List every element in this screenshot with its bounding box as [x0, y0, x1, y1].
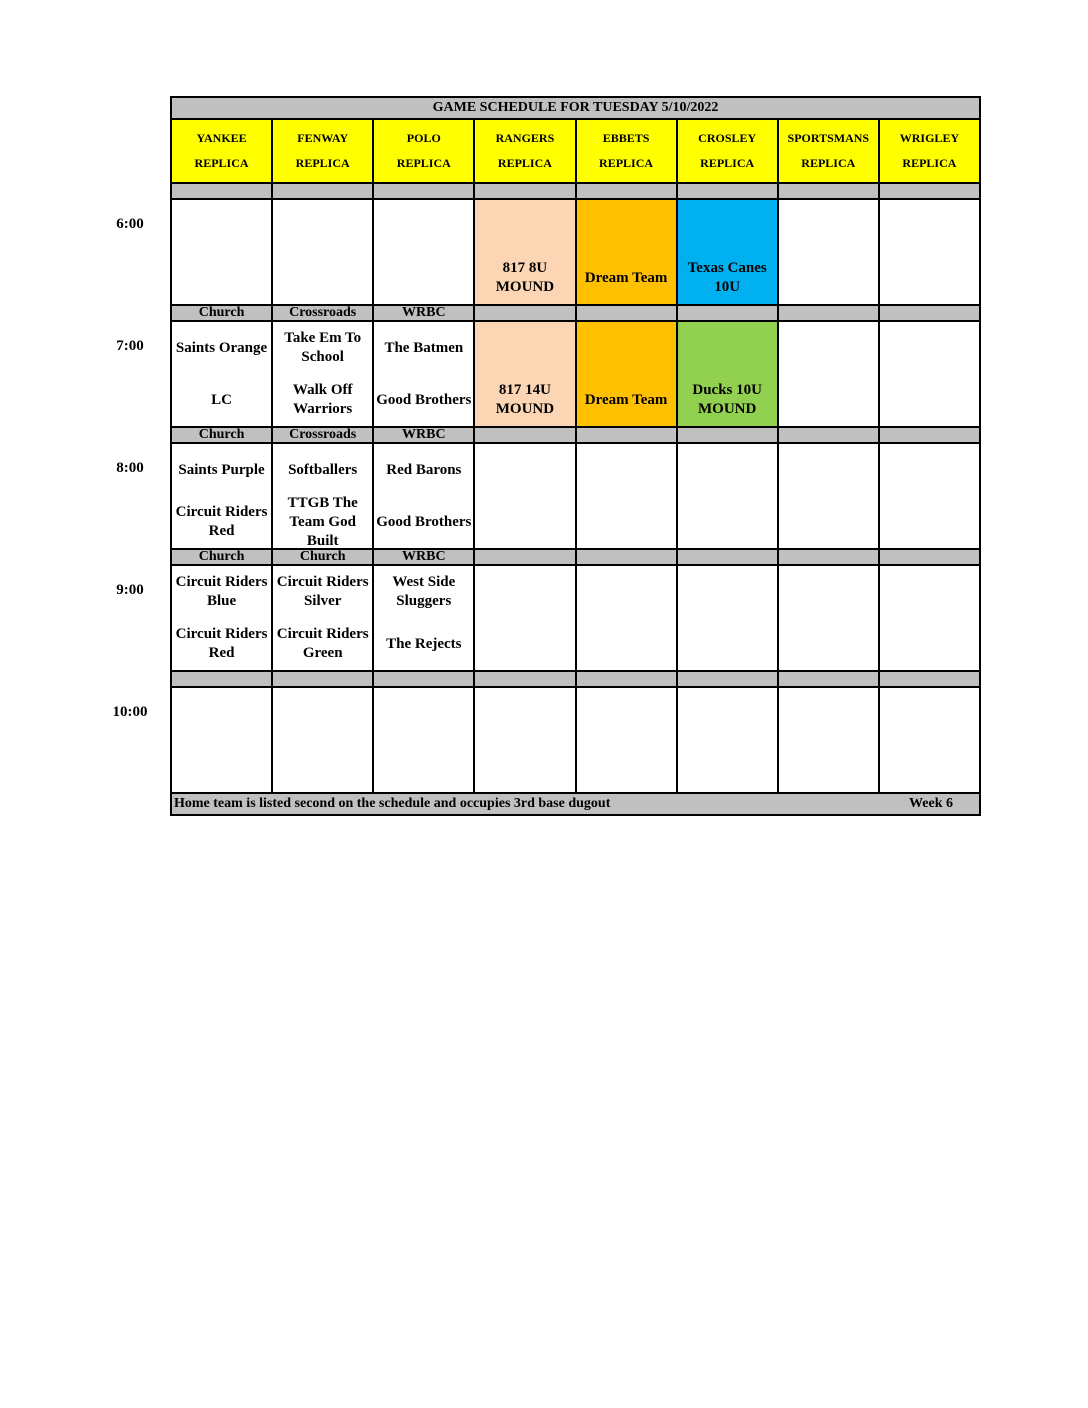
visitor-team: West Side Sluggers: [392, 574, 456, 609]
visitor-team: [374, 200, 473, 252]
visitor-team: [880, 566, 979, 618]
game-cell: [678, 688, 779, 792]
field-name: RANGERS: [495, 131, 555, 145]
affiliation-label: [577, 672, 678, 686]
field-name: FENWAY: [297, 131, 349, 145]
visitor-team: Circuit Riders Blue: [175, 574, 268, 609]
visitor-team: Red Barons: [386, 461, 462, 478]
home-team: Ducks 10U MOUND: [692, 382, 762, 417]
affiliation-label: [374, 672, 475, 686]
home-team: [880, 252, 979, 304]
game-cell: [880, 200, 979, 304]
visitor-team: The Batmen: [384, 339, 464, 356]
visitor-team: [577, 566, 676, 618]
affiliation-label: [172, 672, 273, 686]
visitor-team: Circuit Riders Silver: [276, 574, 369, 609]
affiliation-label: [678, 428, 779, 442]
separator-cell: [475, 184, 576, 198]
game-cell: [273, 566, 374, 670]
affiliation-label: [577, 550, 678, 564]
game-cell: [374, 200, 475, 304]
game-cell: [779, 444, 880, 548]
field-header-sportsmans: [779, 120, 880, 182]
home-team: 817 14U MOUND: [495, 382, 555, 417]
game-cell: [475, 200, 576, 304]
visitor-team: [678, 688, 777, 740]
field-header-fenway: [273, 120, 374, 182]
game-cell: [172, 688, 273, 792]
visitor-team: [880, 444, 979, 496]
visitor-team: [678, 444, 777, 496]
home-team: [779, 252, 878, 304]
home-team: [678, 618, 777, 670]
visitor-team: [880, 322, 979, 374]
affiliation-label: WRBC: [374, 306, 475, 320]
field-type: REPLICA: [295, 156, 350, 170]
game-cell: [172, 566, 273, 670]
game-cell: [172, 200, 273, 304]
field-name: CROSLEY: [698, 131, 757, 145]
visitor-team: Take Em To School: [284, 330, 362, 365]
field-name: EBBETS: [602, 131, 650, 145]
game-cell: [577, 200, 678, 304]
affiliation-label: Church: [172, 306, 273, 320]
field-name: POLO: [406, 131, 441, 145]
visitor-team: [577, 688, 676, 740]
home-team: Good Brothers: [376, 391, 472, 408]
field-header-yankee: [172, 120, 273, 182]
affiliation-label: [779, 550, 880, 564]
game-cell: [678, 322, 779, 426]
game-cell: [880, 566, 979, 670]
home-team: Dream Team: [584, 269, 668, 286]
game-cell: [880, 444, 979, 548]
game-cell: [475, 688, 576, 792]
affiliation-label: [880, 550, 979, 564]
field-type: REPLICA: [194, 156, 249, 170]
home-team: [678, 740, 777, 792]
game-cell: [172, 322, 273, 426]
schedule-title: GAME SCHEDULE FOR TUESDAY 5/10/2022: [172, 98, 979, 120]
header-separator-row: [172, 184, 979, 200]
time-label: 10:00: [112, 704, 148, 720]
home-team: [475, 618, 574, 670]
home-team: LC: [211, 391, 232, 408]
visitor-team: [172, 688, 271, 740]
time-slot-row: [172, 200, 979, 306]
game-cell: [273, 688, 374, 792]
home-team: [678, 496, 777, 548]
affiliation-label: [577, 428, 678, 442]
affiliation-label: [273, 672, 374, 686]
affiliation-label: Church: [172, 550, 273, 564]
affiliation-label: [475, 306, 576, 320]
field-type: REPLICA: [700, 156, 755, 170]
home-team: [779, 740, 878, 792]
game-cell: [374, 688, 475, 792]
visitor-team: [779, 566, 878, 618]
affiliation-label: [678, 672, 779, 686]
visitor-team: [475, 322, 574, 374]
game-cell: [779, 322, 880, 426]
affiliation-label: [779, 672, 880, 686]
home-team: Texas Canes 10U: [687, 260, 767, 295]
affiliation-label: [475, 428, 576, 442]
affiliation-label: [779, 306, 880, 320]
affiliation-label: [475, 550, 576, 564]
visitor-team: [880, 688, 979, 740]
visitor-team: [779, 688, 878, 740]
game-cell: [678, 200, 779, 304]
field-header-polo: [374, 120, 475, 182]
affiliation-label: [779, 428, 880, 442]
field-type: REPLICA: [902, 156, 957, 170]
field-name: WRIGLEY: [899, 131, 960, 145]
home-team: [475, 740, 574, 792]
church-affiliation-row: [172, 672, 979, 688]
time-slot-row: [172, 566, 979, 672]
home-team: [779, 374, 878, 426]
field-name: YANKEE: [196, 131, 247, 145]
home-team: Circuit Riders Red: [175, 626, 268, 661]
game-cell: [374, 322, 475, 426]
home-team: [779, 496, 878, 548]
home-team: Dream Team: [584, 391, 668, 408]
schedule-footer: [172, 794, 979, 814]
home-team: Circuit Riders Red: [175, 504, 268, 539]
game-cell: [475, 444, 576, 548]
visitor-team: [273, 200, 372, 252]
field-type: REPLICA: [497, 156, 552, 170]
separator-cell: [577, 184, 678, 198]
home-team: [577, 740, 676, 792]
time-label: 6:00: [116, 216, 144, 232]
church-affiliation-row: [172, 428, 979, 444]
game-cell: [577, 322, 678, 426]
game-cell: [273, 200, 374, 304]
affiliation-label: [880, 428, 979, 442]
game-cell: [273, 322, 374, 426]
time-slots: [172, 200, 979, 794]
home-team: [475, 496, 574, 548]
home-team: 817 8U MOUND: [495, 260, 555, 295]
home-team: [273, 740, 372, 792]
time-slot-row: [172, 322, 979, 428]
home-team: [779, 618, 878, 670]
affiliation-label: Crossroads: [273, 306, 374, 320]
field-header-ebbets: [577, 120, 678, 182]
field-header-row: [172, 120, 979, 184]
game-cell: [880, 322, 979, 426]
church-affiliation-row: [172, 550, 979, 566]
visitor-team: [577, 200, 676, 252]
game-cell: [374, 444, 475, 548]
home-team: The Rejects: [386, 635, 462, 652]
visitor-team: [475, 200, 574, 252]
game-cell: [577, 566, 678, 670]
affiliation-label: [678, 550, 779, 564]
affiliation-label: Church: [273, 550, 374, 564]
visitor-team: [678, 322, 777, 374]
separator-cell: [172, 184, 273, 198]
separator-cell: [779, 184, 880, 198]
visitor-team: [880, 200, 979, 252]
game-cell: [475, 322, 576, 426]
visitor-team: [273, 688, 372, 740]
affiliation-label: [880, 672, 979, 686]
game-cell: [577, 444, 678, 548]
home-team: [172, 252, 271, 304]
field-name: SPORTSMANS: [787, 131, 870, 145]
week-label: Week 6: [909, 796, 953, 811]
game-cell: [273, 444, 374, 548]
visitor-team: [678, 200, 777, 252]
home-team: [880, 740, 979, 792]
game-cell: [374, 566, 475, 670]
time-slot-row: [172, 444, 979, 550]
affiliation-label: WRBC: [374, 550, 475, 564]
game-schedule-table: [170, 96, 981, 816]
game-cell: [779, 566, 880, 670]
affiliation-label: Church: [172, 428, 273, 442]
home-team: [273, 252, 372, 304]
visitor-team: [678, 566, 777, 618]
field-header-wrigley: [880, 120, 979, 182]
home-team-note: Home team is listed second on the schedule and occupies 3rd base dugout: [174, 796, 611, 811]
home-team: Walk Off Warriors: [292, 382, 353, 417]
visitor-team: Saints Purple: [178, 461, 265, 478]
home-team: [374, 252, 473, 304]
visitor-team: [475, 444, 574, 496]
time-slot-row: [172, 688, 979, 794]
game-cell: [678, 566, 779, 670]
visitor-team: [577, 444, 676, 496]
home-team: [880, 496, 979, 548]
affiliation-label: [577, 306, 678, 320]
field-type: REPLICA: [396, 156, 451, 170]
visitor-team: Saints Orange: [175, 339, 268, 356]
game-cell: [779, 200, 880, 304]
separator-cell: [880, 184, 979, 198]
visitor-team: [475, 688, 574, 740]
visitor-team: [577, 322, 676, 374]
home-team: TTGB The Team God Built: [287, 496, 358, 548]
home-team: [880, 374, 979, 426]
field-type: REPLICA: [801, 156, 856, 170]
field-header-rangers: [475, 120, 576, 182]
home-team: Good Brothers: [376, 513, 472, 530]
visitor-team: [172, 200, 271, 252]
visitor-team: [475, 566, 574, 618]
separator-cell: [374, 184, 475, 198]
affiliation-label: WRBC: [374, 428, 475, 442]
game-cell: [475, 566, 576, 670]
home-team: [880, 618, 979, 670]
field-header-crosley: [678, 120, 779, 182]
game-cell: [779, 688, 880, 792]
game-cell: [577, 688, 678, 792]
affiliation-label: [678, 306, 779, 320]
affiliation-label: Crossroads: [273, 428, 374, 442]
game-cell: [880, 688, 979, 792]
visitor-team: [374, 688, 473, 740]
home-team: [577, 496, 676, 548]
affiliation-label: [880, 306, 979, 320]
field-type: REPLICA: [599, 156, 654, 170]
separator-cell: [678, 184, 779, 198]
game-cell: [172, 444, 273, 548]
time-label: 8:00: [116, 460, 144, 476]
separator-cell: [273, 184, 374, 198]
home-team: [172, 740, 271, 792]
home-team: [374, 740, 473, 792]
home-team: Circuit Riders Green: [276, 626, 369, 661]
visitor-team: [779, 322, 878, 374]
affiliation-label: [475, 672, 576, 686]
visitor-team: [779, 444, 878, 496]
visitor-team: Softballers: [288, 461, 358, 478]
time-label: 9:00: [116, 582, 144, 598]
game-cell: [678, 444, 779, 548]
time-label: 7:00: [116, 338, 144, 354]
church-affiliation-row: [172, 306, 979, 322]
home-team: [577, 618, 676, 670]
visitor-team: [779, 200, 878, 252]
